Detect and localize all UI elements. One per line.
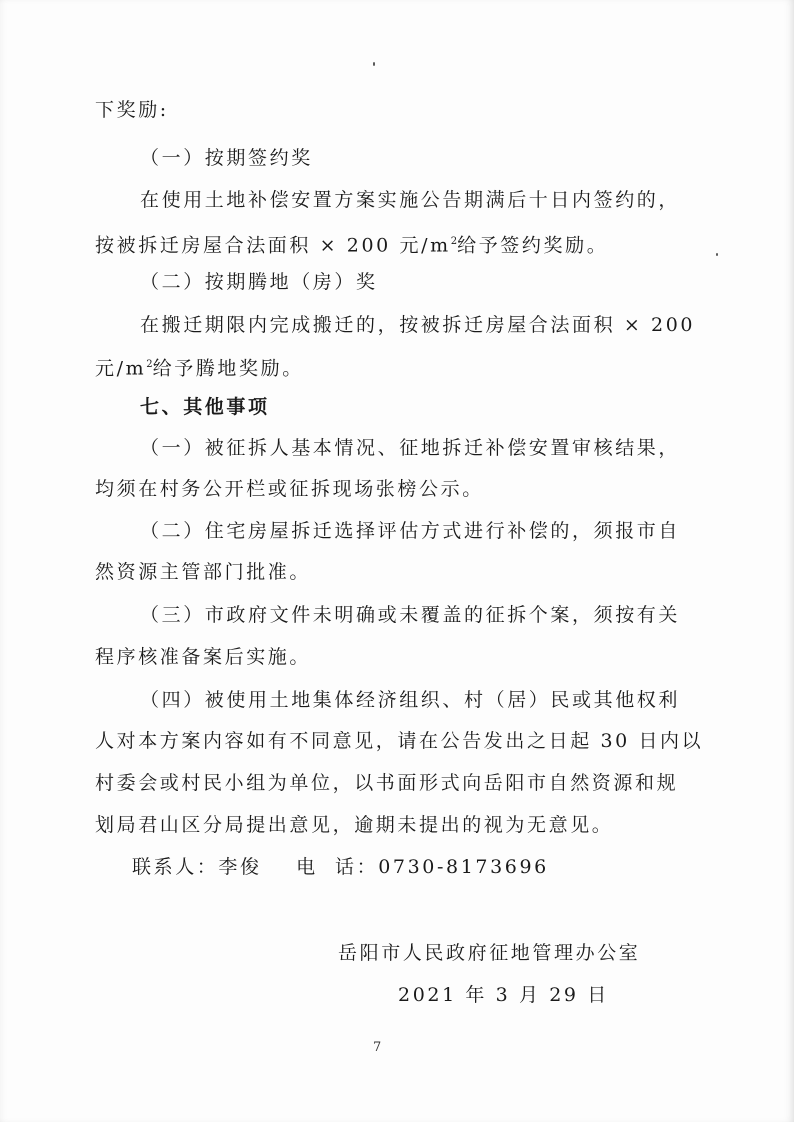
scan-speck bbox=[373, 62, 375, 66]
text-line: 划局君山区分局提出意见，逾期未提出的视为无意见。 bbox=[95, 814, 614, 836]
superscript: 2 bbox=[450, 236, 458, 247]
signature-date: 2021 年 3 月 29 日 bbox=[398, 984, 609, 1006]
text-fragment: 给予签约奖励。 bbox=[457, 234, 609, 257]
contact-line: 联系人：李俊 电 话：0730-8173696 bbox=[132, 856, 549, 878]
text-fragment: 元/m bbox=[95, 357, 147, 380]
text-line: 程序核准备案后实施。 bbox=[95, 646, 312, 668]
text-line: 在搬迁期限内完成搬迁的，按被拆迁房屋合法面积 × 200 bbox=[140, 314, 696, 336]
text-line: 村委会或村民小组为单位，以书面形式向岳阳市自然资源和规 bbox=[95, 772, 679, 794]
text-fragment: 给予腾地奖励。 bbox=[152, 357, 304, 380]
section-heading: （二）按期腾地（房）奖 bbox=[140, 271, 378, 293]
section-title: 七、其他事项 bbox=[140, 396, 270, 418]
text-line: 均须在村务公开栏或征拆现场张榜公示。 bbox=[95, 478, 484, 500]
scan-speck bbox=[716, 253, 718, 256]
text-fragment: 按被拆迁房屋合法面积 × 200 元/m bbox=[95, 234, 451, 257]
signature-org: 岳阳市人民政府征地管理办公室 bbox=[338, 942, 641, 964]
text-line bbox=[95, 353, 304, 380]
section-heading: （一）按期签约奖 bbox=[140, 147, 313, 169]
text-line: 然资源主管部门批准。 bbox=[95, 561, 312, 583]
text-line: 人对本方案内容如有不同意见，请在公告发出之日起 30 日内以 bbox=[95, 730, 704, 752]
text-line: （二）住宅房屋拆迁选择评估方式进行补偿的，须报市自 bbox=[140, 520, 681, 542]
text-line: （一）被征拆人基本情况、征地拆迁补偿安置审核结果， bbox=[140, 437, 681, 459]
text-line: （四）被使用土地集体经济组织、村（居）民或其他权利 bbox=[140, 689, 681, 711]
text-line bbox=[95, 230, 608, 257]
text-line: 下奖励: bbox=[95, 99, 169, 121]
superscript: 2 bbox=[146, 359, 153, 370]
text-line: （三）市政府文件未明确或未覆盖的征拆个案，须按有关 bbox=[140, 604, 681, 626]
page-number: 7 bbox=[373, 1040, 382, 1055]
text-line: 在使用土地补偿安置方案实施公告期满后十日内签约的， bbox=[140, 189, 681, 211]
